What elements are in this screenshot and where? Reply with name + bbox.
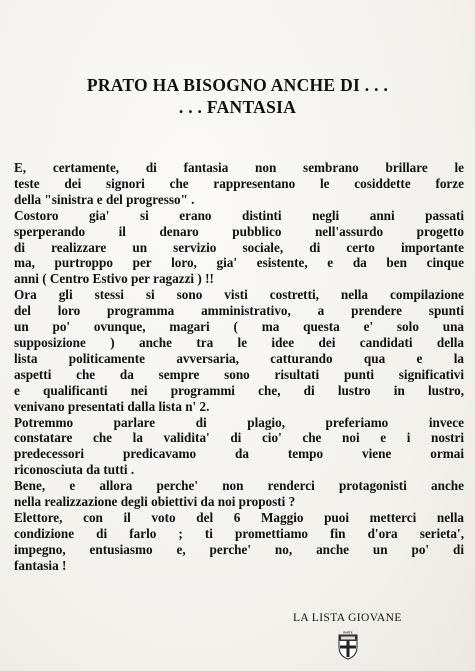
body-line: sperperando il denaro pubblico nell'assurdo progetto xyxy=(14,223,464,239)
body-line: aspetti che da sempre sono risultati punti significativi xyxy=(14,366,464,382)
emblem-text: PARTE xyxy=(343,630,353,635)
body-line: venivano presentati dalla lista n' 2. xyxy=(14,398,210,414)
document-title xyxy=(0,74,475,118)
body-line: condizione di farlo ; ti promettiamo fin d'ora serieta', xyxy=(14,525,464,541)
body-line: Elettore, con il voto del 6 Maggio puoi metterci nella xyxy=(14,509,464,525)
body-line: Ora gli stessi si sono visti costretti, nella compilazione xyxy=(14,287,464,303)
body-line: impegno, entusiasmo e, perche' no, anche un po' di xyxy=(14,541,464,557)
title-line-2: . . . FANTASIA xyxy=(178,97,297,117)
body-line: del loro programma amministrativo, a prendere spunti xyxy=(14,303,464,319)
body-line: di realizzare un servizio sociale, di certo importante xyxy=(14,239,464,255)
body-line: fantasia ! xyxy=(14,557,67,573)
shield-cross-emblem-icon xyxy=(337,630,359,660)
body-line: Bene, e allora perche' non renderci protagonisti anche xyxy=(14,478,464,494)
body-line: un po' ovunque, magari ( ma questa e' solo una xyxy=(14,319,464,335)
body-line: predecessori predicavamo da tempo viene ormai xyxy=(14,446,464,462)
body-line: teste dei signori che rappresentano le cosiddette forze xyxy=(14,175,464,191)
body-line: E, certamente, di fantasia non sembrano brillare le xyxy=(14,160,464,175)
body-line: della "sinistra e del progresso" . xyxy=(14,191,195,207)
body-line: supposizione ) anche tra le idee dei candidati della xyxy=(14,334,464,350)
title-line-1: PRATO HA BISOGNO ANCHE DI . . . xyxy=(86,75,389,95)
body-line: Potremmo parlare di plagio, preferiamo invece xyxy=(14,414,464,430)
body-line: Costoro gia' si erano distinti negli anni passati xyxy=(14,207,464,223)
body-line: constatare che la validita' di cio' che noi e i nostri xyxy=(14,430,464,446)
signature: LA LISTA GIOVANE xyxy=(293,612,402,624)
body-text xyxy=(14,160,464,574)
body-line: anni ( Centro Estivo per ragazzi ) !! xyxy=(14,271,214,287)
body-line: lista politicamente avversaria, catturando qua e la xyxy=(14,350,464,366)
body-line: e qualificanti nei programmi che, di lustro in lustro, xyxy=(14,382,464,398)
body-line: riconosciuta da tutti . xyxy=(14,462,135,478)
body-line: ma, purtroppo per loro, gia' esistente, e da ben cinque xyxy=(14,255,464,271)
body-line: nella realizzazione degli obiettivi da noi proposti ? xyxy=(14,494,296,510)
